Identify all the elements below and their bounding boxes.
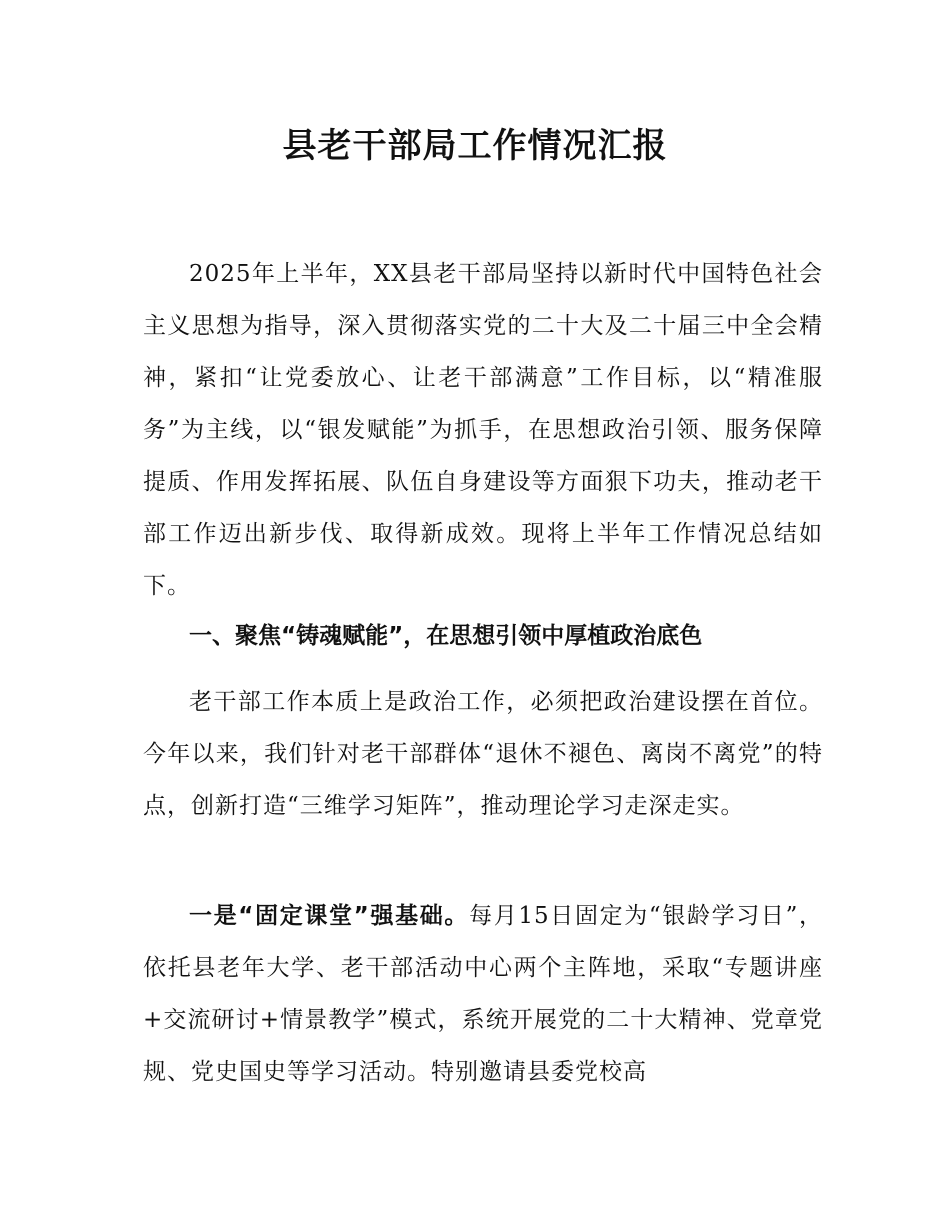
intro-paragraph: 2025年上半年，XX县老干部局坚持以新时代中国特色社会主义思想为指导，深入贯彻落实党的二十大及二十届三中全会精神，紧扣“让党委放心、让老干部满意”工作目标，以“精准服务”为主线，以“银发赋能”为抓手，在思想政治引领、服务保障提质、作用发挥拓展、队伍自身建设等方面狠下功夫，推动老干部工作迈出新步伐、取得新成效。现将上半年工作情况总结如下。 [143,261,823,599]
item-text: 每月15日固定为“银龄学习日”，依托县老年大学、老干部活动中心两个主阵地，采取“专题讲座+交流研讨+情景教学”模式，系统开展党的二十大精神、党章党规、党史国史等学习活动。特别邀请县委党校高 [143,903,823,1085]
item-lead: 一是“固定课堂”强基础。 [189,903,470,929]
section-body-paragraph: 老干部工作本质上是政治工作，必须把政治建设摆在首位。今年以来，我们针对老干部群体“退休不褪色、离岗不离党”的特点，创新打造“三维学习矩阵”，推动理论学习走深走实。 [143,689,823,819]
section-heading: 一、聚焦“铸魂赋能”，在思想引领中厚植政治底色 [189,623,703,649]
document-title: 县老干部局工作情况汇报 [282,126,668,166]
item-paragraph [143,890,823,1098]
